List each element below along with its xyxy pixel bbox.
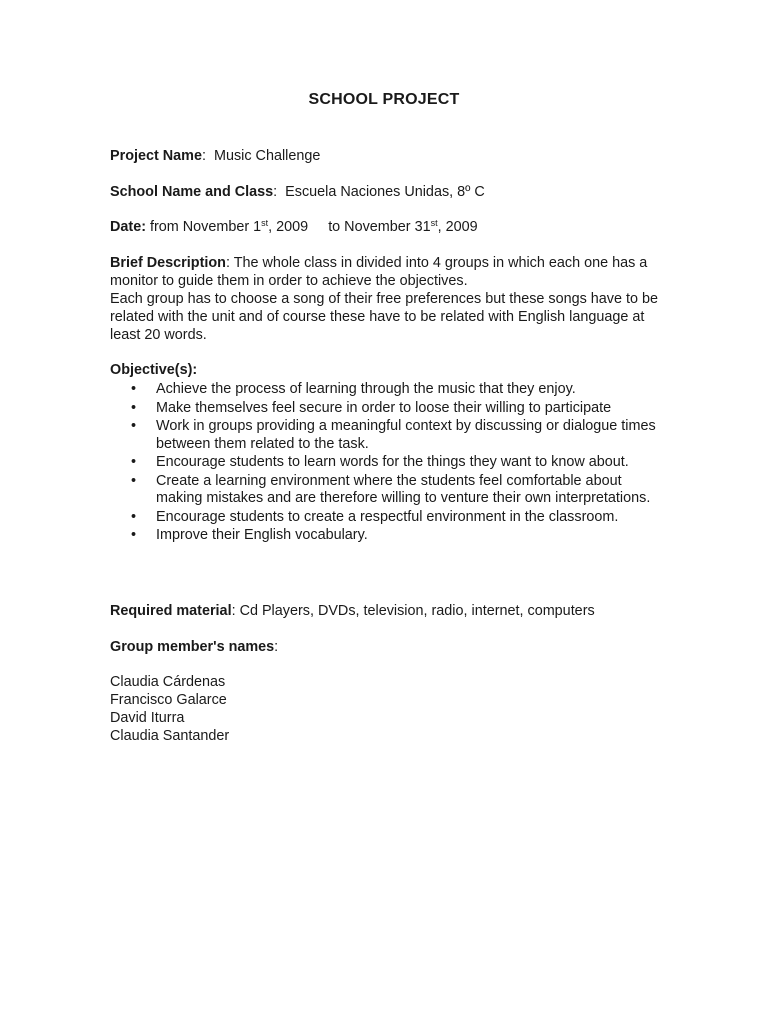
list-item <box>110 381 670 399</box>
objective-text: Work in groups providing a meaningful context by discussing or dialogue times between them related to the task. <box>156 418 656 452</box>
brief-paragraph-1 <box>110 254 670 290</box>
list-item <box>110 454 670 472</box>
members-heading-line <box>110 638 670 656</box>
project-name-label: Project Name <box>110 148 202 164</box>
list-item <box>110 400 670 418</box>
date-from: from November 1 <box>149 219 262 235</box>
objectives-label: Objective(s): <box>110 362 198 378</box>
date-from-year: , 2009 <box>268 219 309 235</box>
member-name: Claudia Santander <box>110 728 230 744</box>
date-to-sup: st <box>430 218 438 228</box>
objectives-list <box>110 381 670 545</box>
list-item <box>110 509 670 527</box>
material-label: Required material <box>110 603 232 619</box>
list-item <box>110 527 670 545</box>
bullet-icon: • <box>131 454 137 470</box>
members-label: Group member's names <box>110 639 275 655</box>
bullet-icon: • <box>131 508 137 525</box>
school-label: School Name and Class <box>110 184 274 200</box>
page-title: SCHOOL PROJECT <box>308 91 460 108</box>
date-from-sup: st <box>261 218 269 228</box>
project-name-line <box>110 147 670 165</box>
member-name: Francisco Galarce <box>110 692 227 708</box>
objectives-section <box>110 361 670 546</box>
date-to-year: , 2009 <box>437 219 478 235</box>
project-name-value: Music Challenge <box>213 148 321 164</box>
member-name: Claudia Cárdenas <box>110 674 226 690</box>
date-line <box>110 218 670 236</box>
material-line <box>110 602 670 620</box>
objective-text: Make themselves feel secure in order to loose their willing to participate <box>156 399 612 416</box>
colon: : <box>273 184 286 200</box>
colon: : <box>274 639 279 655</box>
material-value: Cd Players, DVDs, television, radio, internet, computers <box>239 603 595 619</box>
school-value: Escuela Naciones Unidas, 8º C <box>285 184 485 200</box>
bullet-icon: • <box>131 418 137 434</box>
brief-paragraph-2: Each group has to choose a song of their free preferences but these songs have to be related with the unit and of course these have to be related with English language at least 20 words. <box>110 291 659 343</box>
brief-description <box>110 254 670 344</box>
objective-text: Create a learning environment where the students feel comfortable about making mistakes and are therefore willing to venture their own interpretations. <box>156 472 651 506</box>
school-line <box>110 183 670 201</box>
date-label: Date: <box>110 219 146 235</box>
members-list <box>110 673 670 745</box>
objective-text: Improve their English vocabulary. <box>156 527 368 543</box>
bullet-icon: • <box>131 527 137 543</box>
colon: : <box>231 603 240 619</box>
bullet-icon: • <box>131 399 137 416</box>
member-name: David Iturra <box>110 710 185 726</box>
brief-label: Brief Description <box>110 255 226 271</box>
colon: : <box>225 255 234 271</box>
colon: : <box>201 148 214 164</box>
objective-text: Encourage students to learn words for the things they want to know about. <box>156 454 629 470</box>
list-item <box>110 473 670 508</box>
objective-text: Encourage students to create a respectful environment in the classroom. <box>156 508 619 525</box>
objective-text: Achieve the process of learning through the music that they enjoy. <box>156 381 576 397</box>
date-to: to November 31 <box>328 219 431 235</box>
brief-text-1: The whole class in divided into 4 groups in which each one has a monitor to guide them in order to achieve the objectives. <box>110 255 648 289</box>
bullet-icon: • <box>131 381 137 397</box>
list-item <box>110 418 670 453</box>
bullet-icon: • <box>131 472 137 489</box>
